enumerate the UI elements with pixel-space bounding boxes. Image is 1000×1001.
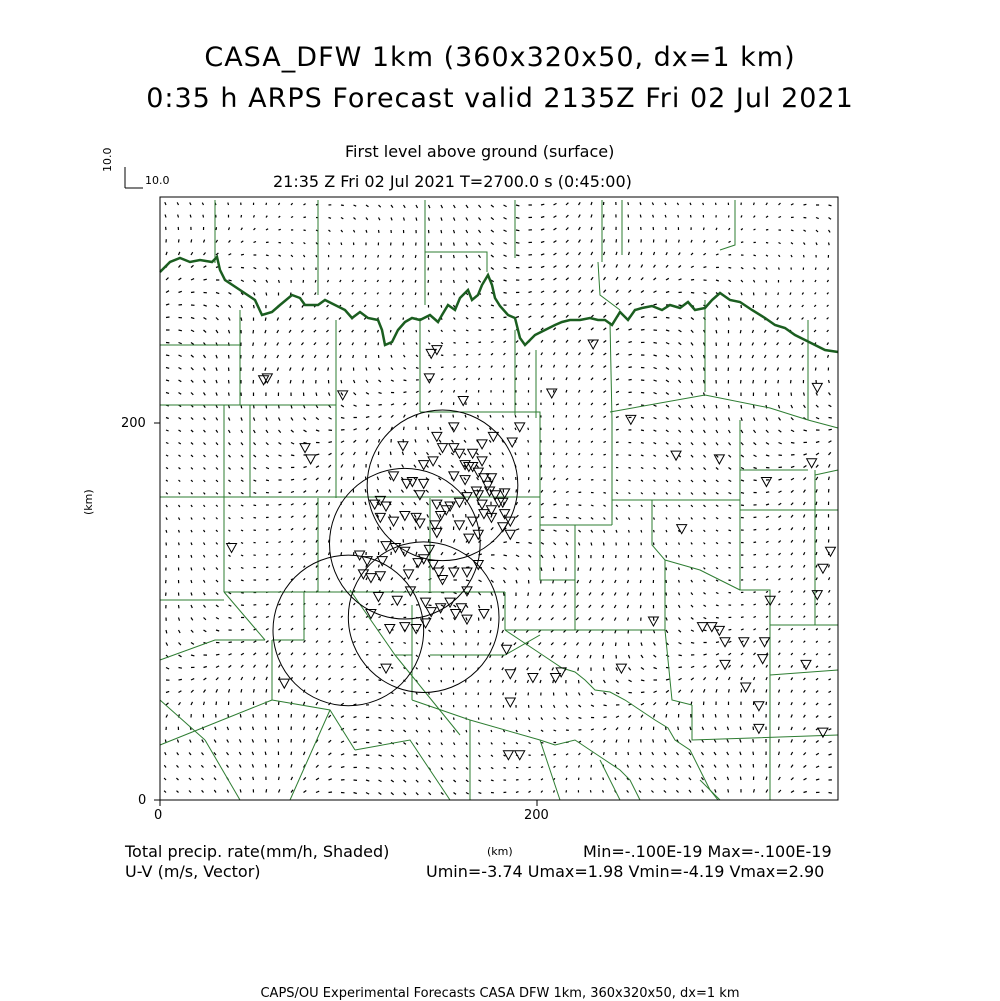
title-line-2: 0:35 h ARPS Forecast valid 2135Z Fri 02 Jul 2021 [146, 83, 854, 114]
station-marker [464, 534, 474, 543]
station-marker [739, 638, 749, 647]
field1-range: Min=-.100E-19 Max=-.100E-19 [583, 842, 832, 861]
station-marker [454, 498, 464, 507]
field2-range: Umin=-3.74 Umax=1.98 Vmin=-4.19 Vmax=2.90 [426, 862, 825, 881]
station-marker [551, 674, 561, 683]
station-marker [432, 528, 442, 537]
level-label: First level above ground (surface) [345, 142, 615, 161]
station-marker [300, 444, 310, 453]
station-marker [415, 519, 425, 528]
y-axis-label: (km) [82, 489, 95, 515]
station-marker [505, 698, 515, 707]
station-marker [754, 724, 764, 733]
station-marker [760, 638, 770, 647]
station-marker [460, 476, 470, 485]
y-tick-label-200: 200 [121, 416, 146, 431]
station-marker [505, 670, 515, 679]
station-marker [432, 346, 442, 355]
station-marker [547, 389, 557, 398]
station-marker [411, 625, 421, 634]
station-marker [801, 660, 811, 669]
vector-key-vertical: 10.0 [101, 147, 114, 172]
station-marker [445, 502, 455, 511]
station-marker [392, 596, 402, 605]
station-marker [438, 444, 448, 453]
field2-label: U-V (m/s, Vector) [125, 862, 261, 881]
station-marker [449, 423, 459, 432]
station-marker [528, 674, 538, 683]
y-tick-label-0: 0 [138, 793, 147, 808]
station-marker [714, 626, 724, 635]
time-label: 21:35 Z Fri 02 Jul 2021 T=2700.0 s (0:45:00) [273, 172, 632, 191]
station-marker [502, 645, 512, 654]
station-marker [421, 619, 431, 628]
station-marker [812, 383, 822, 392]
station-marker [754, 702, 764, 711]
station-marker [385, 625, 395, 634]
station-marker [588, 340, 598, 349]
station-marker [419, 479, 429, 488]
radar-ring-2 [330, 468, 481, 619]
station-marker [419, 461, 429, 470]
title-line-1: CASA_DFW 1km (360x320x50, dx=1 km) [204, 42, 796, 73]
station-marker [714, 455, 724, 464]
station-marker [741, 683, 751, 692]
station-marker [807, 459, 817, 468]
credit-line: CAPS/OU Experimental Forecasts CASA DFW 1km, 360x320x50, dx=1 km [260, 986, 740, 1001]
station-marker [451, 609, 461, 618]
station-marker [477, 440, 487, 449]
x-axis-label: (km) [487, 845, 513, 858]
station-marker [424, 374, 434, 383]
station-marker [449, 444, 459, 453]
state-boundary [160, 257, 838, 352]
vector-key-arrows [125, 167, 143, 188]
station-marker [373, 592, 383, 601]
station-marker [471, 487, 481, 496]
station-marker [500, 489, 510, 498]
station-marker [400, 511, 410, 520]
station-marker [758, 655, 768, 664]
station-marker [449, 568, 459, 577]
station-marker [279, 679, 289, 688]
radar-ring-4 [273, 555, 424, 706]
station-marker [402, 479, 412, 488]
x-tick-label-0: 0 [154, 808, 163, 823]
station-marker [421, 598, 431, 607]
station-marker [432, 432, 442, 441]
station-marker [375, 496, 385, 505]
station-marker [720, 660, 730, 669]
station-marker [458, 397, 468, 406]
station-marker [389, 472, 399, 481]
station-marker [454, 521, 464, 530]
x-tick-label-200: 200 [524, 808, 549, 823]
station-marker [626, 415, 636, 424]
vector-key-horizontal: 10.0 [145, 174, 170, 187]
station-marker [390, 543, 400, 552]
station-marker [456, 604, 466, 613]
field1-label: Total precip. rate(mm/h, Shaded) [125, 842, 390, 861]
station-marker [825, 547, 835, 556]
station-marker [381, 664, 391, 673]
station-marker [381, 542, 391, 551]
station-marker [473, 468, 483, 477]
station-marker [375, 572, 385, 581]
station-marker [454, 449, 464, 458]
station-marker [389, 517, 399, 526]
station-marker [505, 530, 515, 539]
station-marker [761, 478, 771, 487]
station-marker [473, 530, 483, 539]
station-marker [468, 449, 478, 458]
station-marker [515, 423, 525, 432]
station-marker [462, 568, 472, 577]
station-marker [677, 525, 687, 534]
station-marker [818, 564, 828, 573]
radar-range-rings [273, 410, 518, 706]
station-marker [477, 457, 487, 466]
station-marker [428, 457, 438, 466]
station-marker [227, 543, 237, 552]
station-marker [616, 664, 626, 673]
station-marker [812, 591, 822, 600]
station-marker [398, 442, 408, 451]
station-marker [479, 609, 489, 618]
station-marker [306, 455, 316, 464]
